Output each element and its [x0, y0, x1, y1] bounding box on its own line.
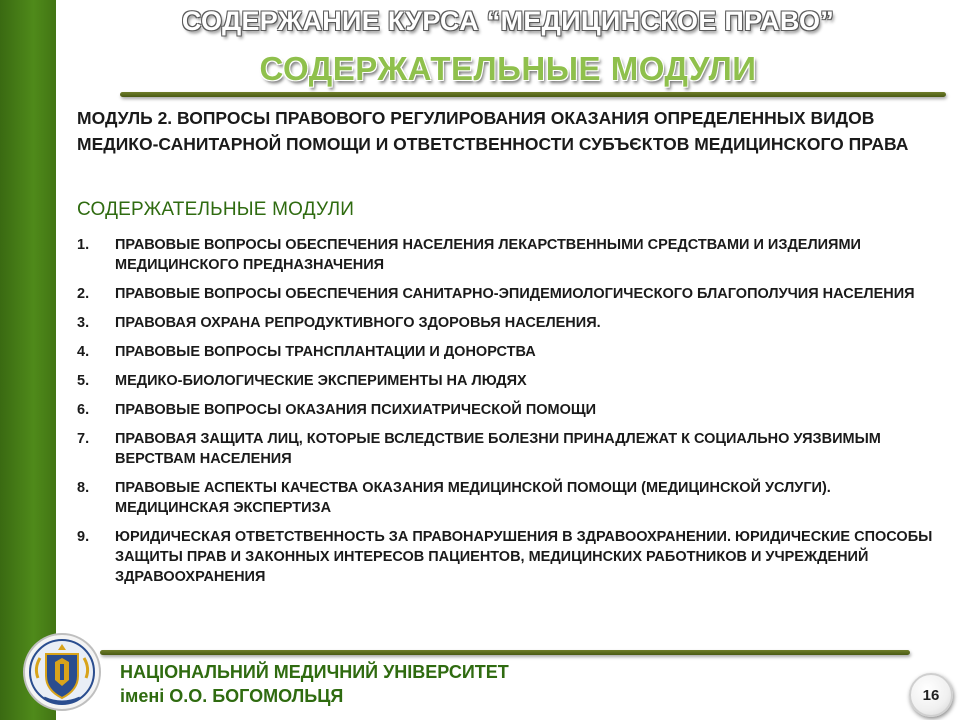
- module-heading: МОДУЛЬ 2. ВОПРОСЫ ПРАВОВОГО РЕГУЛИРОВАНИЯ ОКАЗАНИЯ ОПРЕДЕЛЕННЫХ ВИДОВ МЕДИКО-САНИТАРНОЙ ПОМОЩИ И ОТВЕТСТВЕННОСТИ СУБЪЄКТОВ МЕДИЦИНСКОГО ПРАВА: [77, 108, 909, 154]
- list-item: [77, 400, 937, 420]
- list-item-number: 6.: [77, 402, 90, 418]
- list-item-text: ПРАВОВЫЕ ВОПРОСЫ ОКАЗАНИЯ ПСИХИАТРИЧЕСКОЙ ПОМОЩИ: [115, 402, 597, 418]
- slide-subtitle: СОДЕРЖАТЕЛЬНЫЕ МОДУЛИ: [259, 50, 757, 87]
- list-item-text: МЕДИКО-БИОЛОГИЧЕСКИЕ ЭКСПЕРИМЕНТЫ НА ЛЮДЯХ: [115, 373, 527, 389]
- list-item-text: ПРАВОВАЯ ЗАЩИТА ЛИЦ, КОТОРЫЕ ВСЛЕДСТВИЕ БОЛЕЗНИ ПРИНАДЛЕЖАТ К СОЦИАЛЬНО УЯЗВИМЫМ ВЕРСТВАМ НАСЕЛЕНИЯ: [115, 431, 881, 467]
- list-item-text: ЮРИДИЧЕСКАЯ ОТВЕТСТВЕННОСТЬ ЗА ПРАВОНАРУШЕНИЯ В ЗДРАВООХРАНЕНИИ. ЮРИДИЧЕСКИЕ СПОСОБЫ ЗАЩИТЫ ПРАВ И ЗАКОННЫХ ИНТЕРЕСОВ ПАЦИЕНТОВ, МЕДИЦИНСКИХ РАБОТНИКОВ И УЧРЕЖДЕНИЙ ЗДРАВООХРАНЕНИЯ: [115, 529, 933, 585]
- list-item: [77, 371, 937, 391]
- list-item: [77, 313, 937, 333]
- footer-divider: [100, 650, 910, 655]
- university-name-line-2: імені О.О. БОГОМОЛЬЦЯ: [120, 686, 344, 706]
- university-crest-icon: [22, 632, 102, 712]
- list-item-number: 9.: [77, 529, 90, 545]
- list-item-number: 5.: [77, 373, 90, 389]
- list-item-text: ПРАВОВЫЕ ВОПРОСЫ ОБЕСПЕЧЕНИЯ САНИТАРНО-ЭПИДЕМИОЛОГИЧЕСКОГО БЛАГОПОЛУЧИЯ НАСЕЛЕНИЯ: [115, 286, 915, 302]
- title-divider: [120, 92, 946, 97]
- left-accent-bar: [0, 0, 56, 720]
- list-item: [77, 478, 937, 518]
- list-item-number: 4.: [77, 344, 90, 360]
- university-name: [120, 660, 509, 708]
- list-item: [77, 235, 937, 275]
- list-item-number: 7.: [77, 431, 90, 447]
- page-number: 16: [922, 686, 940, 704]
- list-item: [77, 429, 937, 469]
- list-item: [77, 342, 937, 362]
- page-number-badge: [909, 673, 953, 717]
- list-item-number: 8.: [77, 480, 90, 496]
- list-item: [77, 527, 937, 587]
- slide-title: СОДЕРЖАНИЕ КУРСА “МЕДИЦИНСКОЕ ПРАВО”: [181, 6, 835, 36]
- list-item-text: ПРАВОВЫЕ ВОПРОСЫ ТРАНСПЛАНТАЦИИ И ДОНОРСТВА: [115, 344, 536, 360]
- university-name-line-1: НАЦІОНАЛЬНИЙ МЕДИЧНИЙ УНІВЕРСИТЕТ: [120, 662, 509, 682]
- list-item-text: ПРАВОВАЯ ОХРАНА РЕПРОДУКТИВНОГО ЗДОРОВЬЯ НАСЕЛЕНИЯ.: [115, 315, 601, 331]
- list-item-number: 3.: [77, 315, 90, 331]
- list-item-number: 1.: [77, 237, 90, 253]
- content-modules-list: [77, 235, 937, 596]
- list-item-text: ПРАВОВЫЕ АСПЕКТЫ КАЧЕСТВА ОКАЗАНИЯ МЕДИЦИНСКОЙ ПОМОЩИ (МЕДИЦИНСКОЙ УСЛУГИ). МЕДИЦИНСКАЯ ЭКСПЕРТИЗА: [115, 480, 831, 516]
- list-item-text: ПРАВОВЫЕ ВОПРОСЫ ОБЕСПЕЧЕНИЯ НАСЕЛЕНИЯ ЛЕКАРСТВЕННЫМИ СРЕДСТВАМИ И ИЗДЕЛИЯМИ МЕДИЦИНСКОГО ПРЕДНАЗНАЧЕНИЯ: [115, 237, 861, 273]
- list-item-number: 2.: [77, 286, 90, 302]
- list-item: [77, 284, 937, 304]
- section-heading: СОДЕРЖАТЕЛЬНЫЕ МОДУЛИ: [77, 199, 355, 220]
